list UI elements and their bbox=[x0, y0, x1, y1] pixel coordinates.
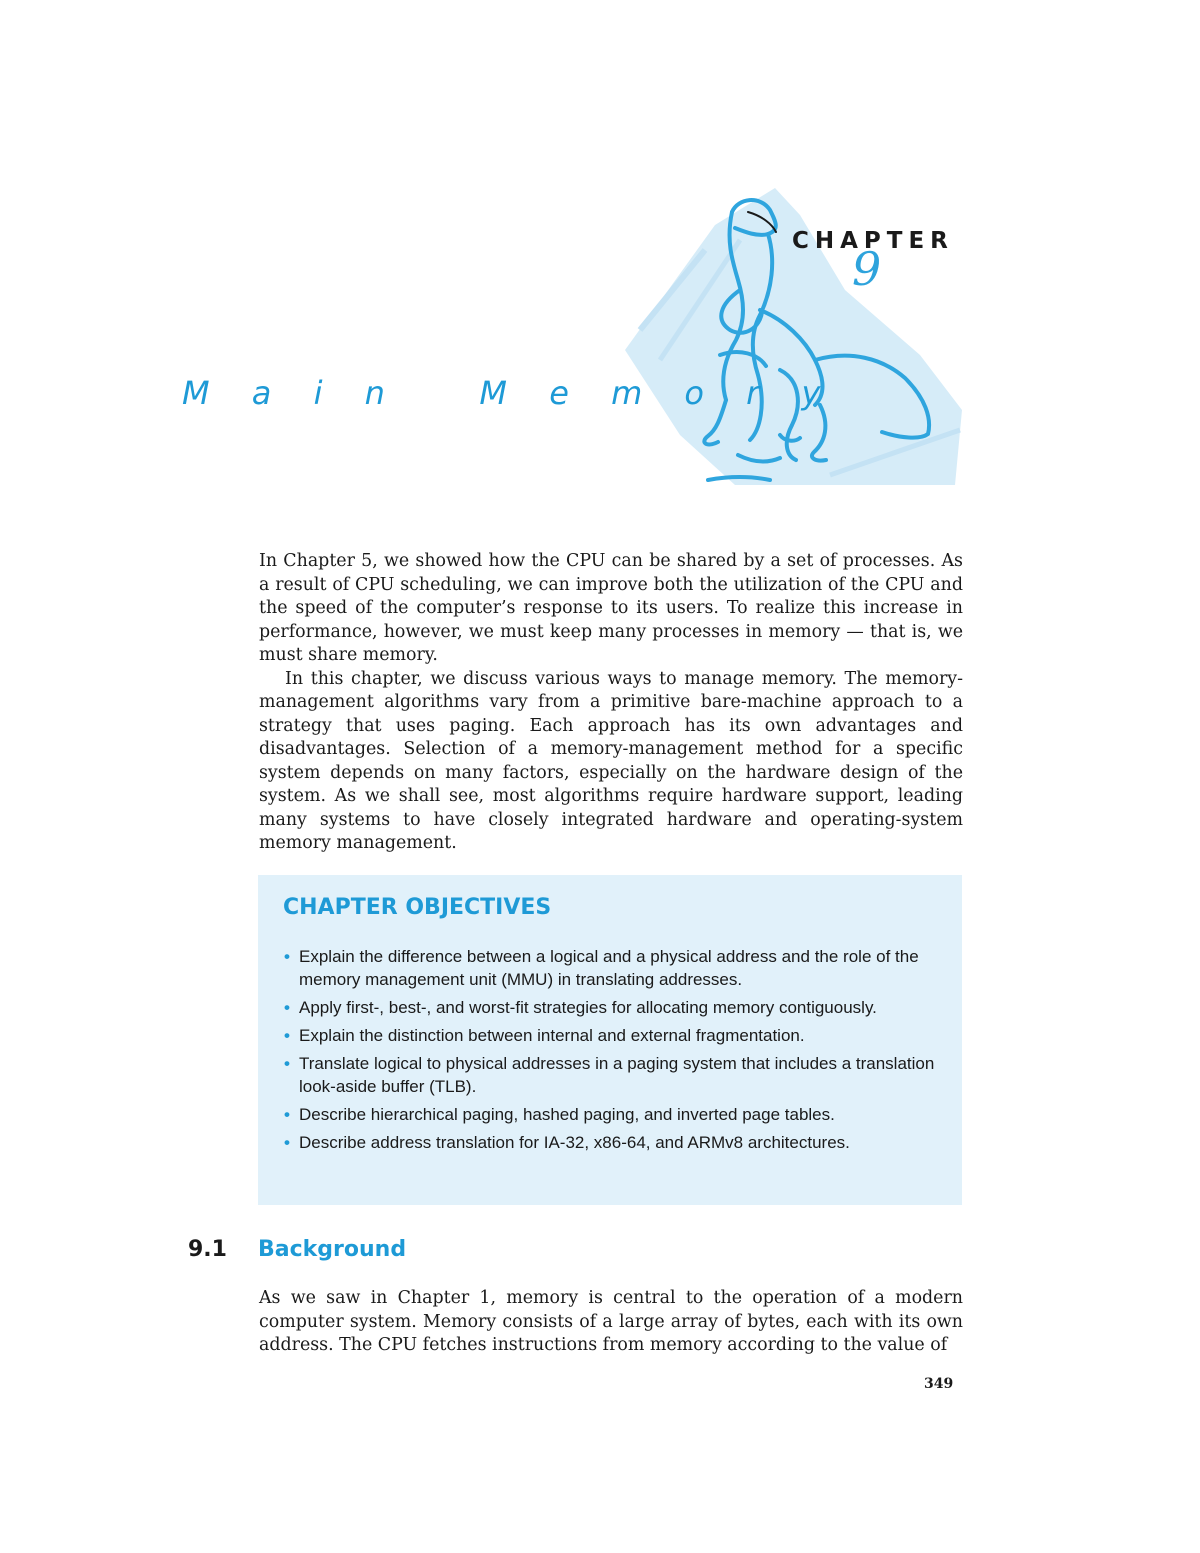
chapter-number: 9 bbox=[852, 242, 882, 296]
chapter-title: M a i n M e m o r y bbox=[182, 374, 837, 412]
objective-item bbox=[284, 945, 944, 991]
section-body bbox=[259, 1287, 963, 1358]
bullet-icon: • bbox=[284, 998, 290, 1017]
objective-text: Describe hierarchical paging, hashed paging, and inverted page tables. bbox=[299, 1105, 835, 1124]
section-title: Background bbox=[258, 1237, 407, 1262]
objectives-title: CHAPTER OBJECTIVES bbox=[283, 895, 552, 920]
objective-text: Explain the distinction between internal and external fragmentation. bbox=[299, 1026, 805, 1045]
objective-item bbox=[284, 1131, 944, 1154]
objective-text: Apply first-, best-, and worst-fit strategies for allocating memory contiguously. bbox=[299, 998, 877, 1017]
objectives-list bbox=[284, 945, 944, 1159]
page-number: 349 bbox=[924, 1376, 954, 1392]
chapter-objectives-box bbox=[258, 875, 962, 1205]
intro-paragraph: In Chapter 5, we showed how the CPU can be shared by a set of processes. As a result of CPU scheduling, we can improve both the utilization of the CPU and the speed of the computer’s response to its users. To realize this increase in performance, however, we must keep many processes in memory — that is, we must share memory. bbox=[259, 551, 963, 665]
objective-text: Describe address translation for IA-32, x86-64, and ARMv8 architectures. bbox=[299, 1133, 850, 1152]
objective-item bbox=[284, 996, 944, 1019]
dinosaur-sketch-icon bbox=[620, 180, 970, 490]
objective-text: Translate logical to physical addresses in a paging system that includes a translation look-aside buffer (TLB). bbox=[299, 1054, 935, 1096]
intro-text bbox=[259, 550, 963, 856]
objective-text: Explain the difference between a logical and a physical address and the role of the memory management unit (MMU) in translating addresses. bbox=[299, 947, 919, 989]
objective-item bbox=[284, 1052, 944, 1098]
section-paragraph: As we saw in Chapter 1, memory is central to the operation of a modern computer system. Memory consists of a large array of bytes, each with its own address. The CPU fetches instructions from memory according to the value of bbox=[259, 1288, 963, 1355]
bullet-icon: • bbox=[284, 1054, 290, 1073]
bullet-icon: • bbox=[284, 947, 290, 966]
bullet-icon: • bbox=[284, 1026, 290, 1045]
objective-item bbox=[284, 1103, 944, 1126]
intro-paragraph: In this chapter, we discuss various ways to manage memory. The memory-management algorithms vary from a primitive bare-machine approach to a strategy that uses paging. Each approach has its own advantages and disadvantages. Selection of a memory-management method for a specific system depends on many factors, especially on the hardware design of the system. As we shall see, most algorithms require hardware support, leading many systems to have closely integrated hardware and operating-system memory management. bbox=[259, 668, 963, 853]
section-heading bbox=[188, 1233, 406, 1262]
objective-item bbox=[284, 1024, 944, 1047]
bullet-icon: • bbox=[284, 1105, 290, 1124]
bullet-icon: • bbox=[284, 1133, 290, 1152]
chapter-label: CHAPTER bbox=[792, 228, 954, 254]
section-number: 9.1 bbox=[188, 1237, 227, 1262]
